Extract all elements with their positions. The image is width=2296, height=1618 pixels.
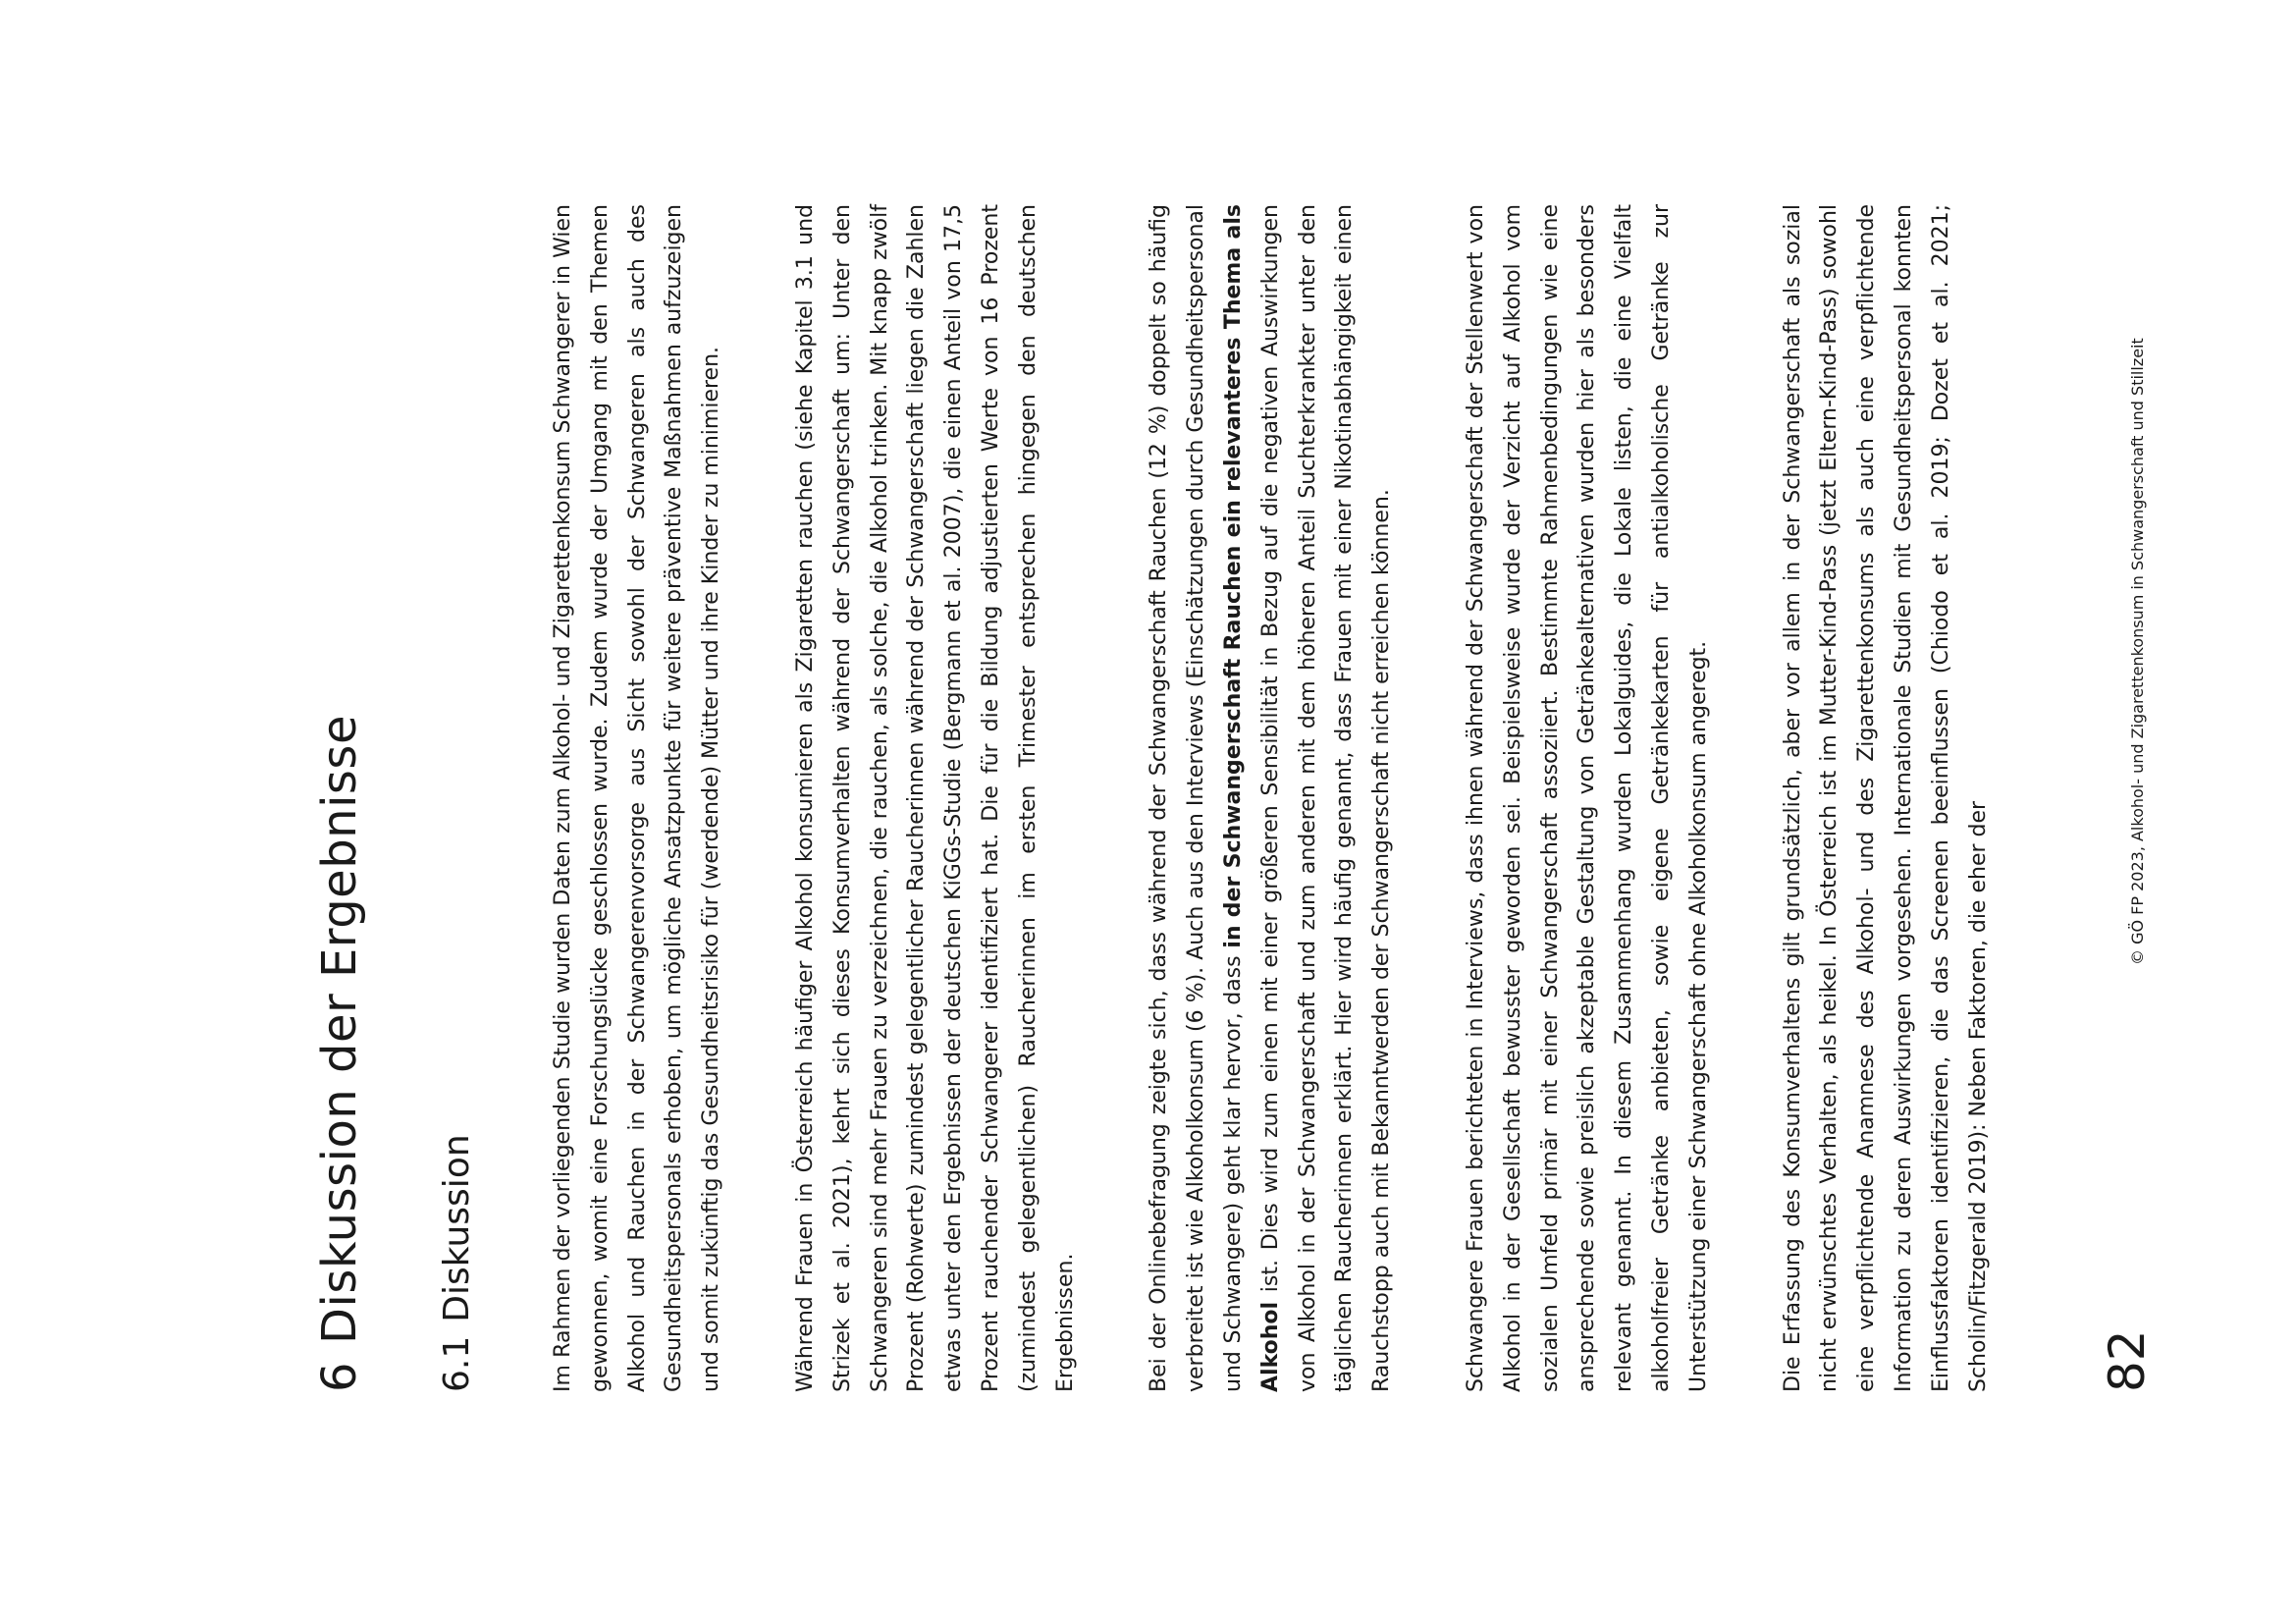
paragraph-4: Schwangere Frauen berichteten in Interviews, dass ihnen während der Schwangerschaft der Stellenwert von Alkohol in der Gesellschaft bewusster geworden sei. Beispielsweise wurde der Verzicht auf Alkohol vom sozialen Umfeld primär mit einer Schwangerschaft assoziiert. Bestimmte Rahmenbedingungen wie eine ansprechende sowie preislich akzeptable Gestaltung von Getränkealternativen wurden hier als besonders relevant genannt. In diesem Zusammenhang wurden Lokalguides, die Lokale listen, die eine Vielfalt alkoholfreier Getränke anbieten, sowie eigene Getränkekarten für antialkoholische Getränke zur Unterstützung einer Schwangerschaft ohne Alkoholkonsum angeregt. [1463, 204, 1711, 1392]
chapter-number: 6 [312, 1361, 367, 1392]
paragraph-2: Während Frauen in Österreich häufiger Alkohol konsumieren als Zigaretten rauchen (siehe Kapitel 3.1 und Strizek et al. 2021), kehrt sich dieses Konsumverhalten während der Schwangerschaft um: Unter den Schwangeren sind mehr Frauen zu verzeichnen, die rauchen, als solche, die Alkohol trinken. Mit knapp zwölf Prozent (Rohwerte) zumindest gelegentlicher Raucherinnen während der Schwangerschaft liegen die Zahlen etwas unter den Ergebnissen der deutschen KiGGs-Studie (Bergmann et al. 2007), die einen Anteil von 17,5 Prozent rauchender Schwangerer identifiziert hat. Die für die Bildung adjustierten Werte von 16 Prozent (zumindest gelegentlichen) Raucherinnen im ersten Trimester entsprechen hingegen den deutschen Ergebnissen. [792, 204, 1078, 1392]
page-number: 82 [2099, 1329, 2156, 1392]
paragraph-5: Die Erfassung des Konsumverhaltens gilt grundsätzlich, aber vor allem in der Schwangerschaft als sozial nicht erwünschtes Verhalten, als heikel. In Österreich ist im Mutter-Kind-Pass (jetzt Eltern-Kind-Pass) sowohl eine verpflichtende Anamnese des Alkohol- und des Zigarettenkonsums als auch eine verpflichtende Information zu deren Auswirkungen vorgesehen. Internationale Studien mit Gesundheitspersonal konnten Einflussfaktoren identifizieren, die das Screenen beeinflussen (Chiodo et al. 2019; Dozet et al. 2021; Scholin/Fitzgerald 2019): Neben Faktoren, die eher der [1780, 204, 1991, 1392]
paragraph-1: Im Rahmen der vorliegenden Studie wurden Daten zum Alkohol- und Zigarettenkonsum Schwangerer in Wien gewonnen, womit eine Forschungslücke geschlossen wurde. Zudem wurde der Umgang mit den Themen Alkohol und Rauchen in der Schwangerenvorsorge aus Sicht sowohl der Schwangeren als auch des Gesundheitspersonals erhoben, um mögliche Ansatzpunkte für weitere präventive Maßnahmen aufzuzeigen und somit zukünftig das Gesundheitsrisiko für (werdende) Mütter und ihre Kinder zu minimieren. [551, 204, 724, 1392]
paragraph-3-text-b: ist. Dies wird zum einen mit einer größeren Sensibilität in Bezug auf die negativen Auswirkungen von Alkohol in der Schwangerschaft und zum anderen mit dem höheren Anteil Suchterkrankter unter den täglichen Raucherinnen erklärt. Hier wird häufig genannt, dass Frauen mit einer Nikotinabhängigkeit einen Rauchstopp auch mit Bekanntwerden der Schwangerschaft nicht erreichen können. [1257, 204, 1395, 1392]
chapter-heading [312, 715, 367, 1392]
paragraph-3 [1141, 204, 1401, 1392]
paragraph-3-emphasis: in der Schwangerschaft Rauchen ein relevanteres Thema als Alkohol [1220, 204, 1283, 1392]
footer-credit: © GÖ FP 2023, Alkohol- und Zigarettenkonsum in Schwangerschaft und Stillzeit [2128, 338, 2147, 965]
paragraph-3-text-a: Bei der Onlinebefragung zeigte sich, dass während der Schwangerschaft Rauchen (12 %) doppelt so häufig verbreitet ist wie Alkoholkonsum (6 %). Auch aus den Interviews (Einschätzungen durch Gesundheitspersonal und Schwangere) geht klar hervor, dass [1147, 204, 1246, 1392]
body-text [545, 204, 2054, 1392]
section-title: Diskussion [437, 1134, 477, 1322]
section-number: 6.1 [437, 1335, 477, 1392]
chapter-title: Diskussion der Ergebnisse [312, 715, 367, 1344]
section-heading [437, 1134, 477, 1392]
